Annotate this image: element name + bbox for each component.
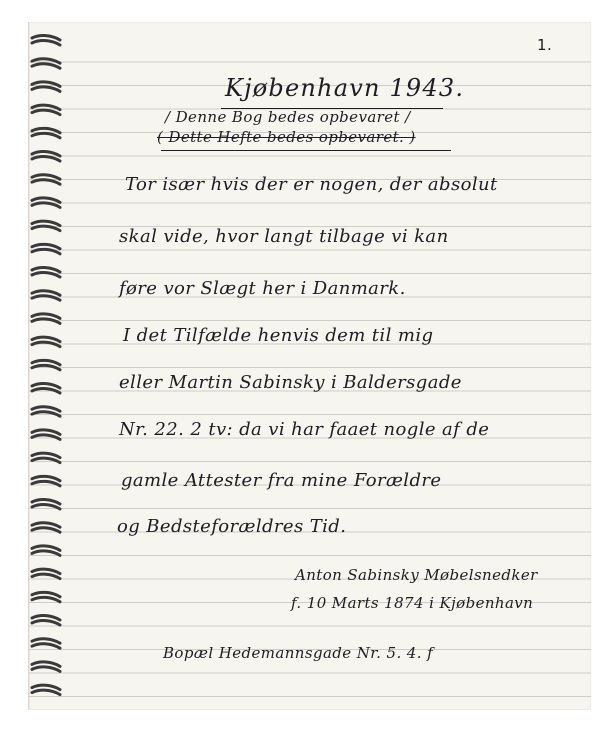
signature-name: Anton Sabinsky Møbelsnedker [295, 566, 538, 584]
spiral-coil [32, 244, 60, 253]
spiral-coil [32, 476, 60, 485]
spiral-coil [32, 500, 60, 509]
header-underline [161, 150, 451, 151]
spiral-coil [32, 221, 60, 230]
header-line-1: / Denne Bog bedes opbevaret / [165, 108, 411, 126]
body-line-7: gamle Attester fra mine Forældre [121, 470, 442, 491]
body-line-1: Tor især hvis der er nogen, der absolut [125, 174, 498, 195]
spiral-coil [32, 360, 60, 369]
spiral-coil [32, 105, 60, 114]
spiral-coil [32, 453, 60, 462]
body-line-8: og Bedsteforældres Tid. [117, 516, 347, 537]
spiral-coil [32, 268, 60, 277]
spiral-coil [32, 337, 60, 346]
notebook-page [28, 22, 591, 710]
page-title: Kjøbenhavn 1943. [225, 74, 465, 102]
body-line-2: skal vide, hvor langt tilbage vi kan [119, 226, 449, 247]
spiral-coil [32, 523, 60, 532]
spiral-coil [32, 36, 60, 45]
spiral-coil [32, 407, 60, 416]
spiral-coil [32, 152, 60, 161]
spiral-coil [32, 569, 60, 578]
signature-born: f. 10 Marts 1874 i Kjøbenhavn [291, 594, 534, 612]
spiral-coil [32, 662, 60, 671]
spiral-coil [32, 546, 60, 555]
spiral-coil [32, 430, 60, 439]
spiral-coil [32, 616, 60, 625]
body-line-5: eller Martin Sabinsky i Baldersgade [119, 372, 462, 393]
spiral-coil [32, 198, 60, 207]
spiral-coil [32, 175, 60, 184]
spiral-coil [32, 291, 60, 300]
spiral-coil [32, 128, 60, 137]
spiral-coil [32, 592, 60, 601]
body-line-6: Nr. 22. 2 tv: da vi har faaet nogle af de [119, 419, 490, 440]
spiral-coil [32, 82, 60, 91]
page-number: 1. [537, 36, 553, 54]
spiral-coil [32, 384, 60, 393]
body-line-4: I det Tilfælde henvis dem til mig [123, 325, 434, 346]
spiral-coil [32, 59, 60, 68]
spiral-coil [32, 639, 60, 648]
header-line-2: ( Dette Hefte bedes opbevaret. ) [157, 128, 416, 146]
address-line: Bopæl Hedemannsgade Nr. 5. 4. f [163, 644, 434, 662]
body-line-3: føre vor Slægt her i Danmark. [119, 278, 406, 299]
spiral-coil [32, 314, 60, 323]
spiral-coil [32, 685, 60, 694]
spiral-binding [30, 34, 64, 714]
